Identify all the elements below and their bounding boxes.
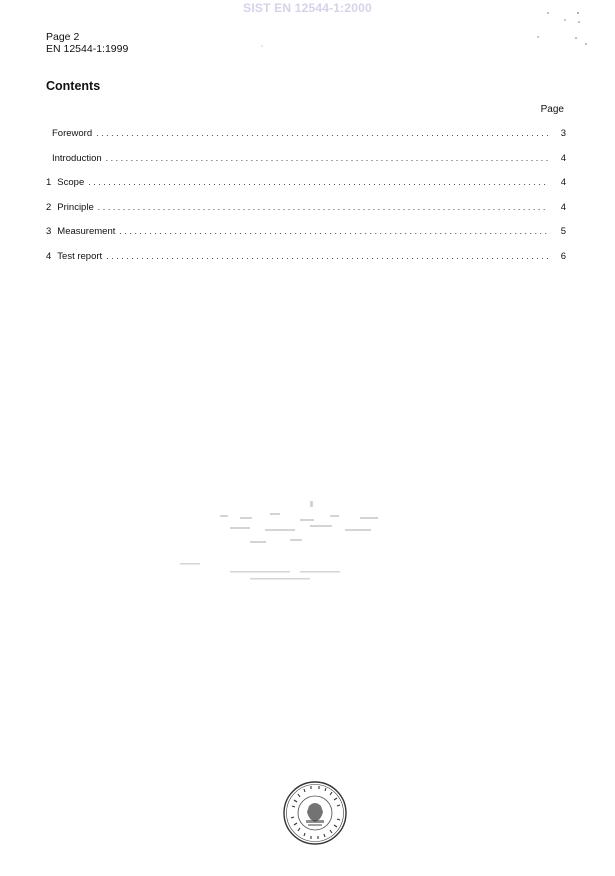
dot-leader (106, 251, 548, 261)
page-number: Page 2 (46, 31, 80, 43)
standard-number: EN 12544-1:1999 (46, 43, 129, 55)
toc-entry-measurement[interactable] (46, 226, 566, 251)
toc-entry-page: 4 (560, 201, 566, 213)
toc-entry-page: 5 (560, 226, 566, 238)
toc-entry-number: 3 (46, 226, 52, 238)
toc-entry-page: 3 (560, 128, 566, 139)
toc-entry-title: Introduction (52, 152, 102, 164)
contents-heading: Contents (46, 79, 101, 93)
toc-entry-title: Principle (57, 201, 94, 213)
dot-leader (119, 226, 548, 236)
dot-leader (96, 128, 548, 138)
page-header (46, 31, 128, 55)
dot-leader (88, 177, 548, 187)
toc-entry-number: 4 (46, 250, 52, 262)
dot-leader (106, 153, 548, 163)
toc-entry-principle[interactable] (46, 202, 566, 227)
watermark: SIST EN 12544-1:2000 (243, 1, 372, 15)
show-through-ghost (170, 495, 410, 590)
toc-entry-title: Scope (57, 177, 85, 189)
toc-entry-page: 4 (560, 152, 566, 164)
toc-entry-title: Test report (57, 250, 103, 262)
dot-leader (98, 202, 548, 212)
toc-entry-scope[interactable] (46, 177, 566, 202)
toc-entry-page: 4 (560, 177, 566, 189)
toc-entry-foreword[interactable] (46, 128, 566, 153)
toc-entry-number: 2 (46, 201, 52, 213)
page-column-label: Page (540, 104, 564, 115)
table-of-contents (46, 128, 566, 276)
official-seal-icon (282, 780, 348, 846)
toc-entry-number: 1 (46, 177, 52, 189)
toc-entry-test-report[interactable] (46, 251, 566, 276)
toc-entry-title: Foreword (52, 128, 93, 139)
toc-entry-page: 6 (560, 250, 566, 262)
toc-entry-introduction[interactable] (46, 153, 566, 178)
toc-entry-title: Measurement (57, 226, 116, 238)
